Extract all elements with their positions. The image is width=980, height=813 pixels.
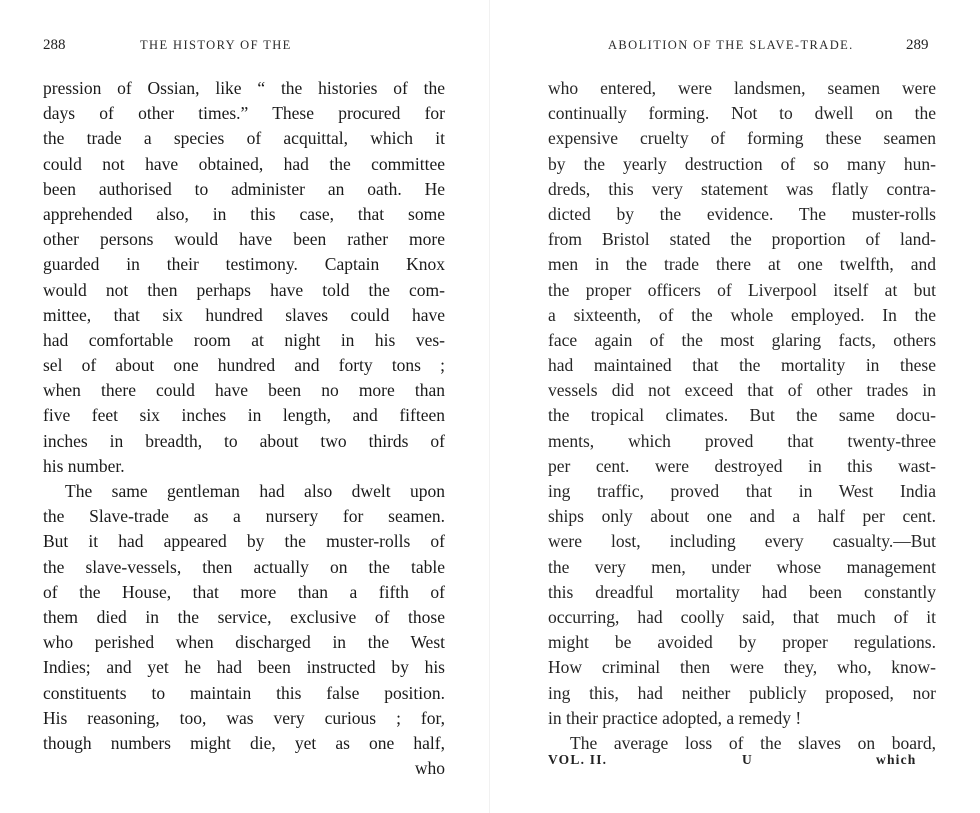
text-line: the very men, under whose management [548, 556, 936, 577]
text-line: occurring, had coolly said, that much of it [548, 606, 936, 627]
text-line: How criminal then were they, who, know- [548, 657, 936, 678]
text-line: constituents to maintain this false position. [43, 682, 445, 703]
text-line: ships only about one and a half per cent. [548, 506, 936, 527]
text-line: this dreadful mortality had been constantly [548, 581, 936, 602]
text-line: guarded in their testimony. Captain Knox [43, 254, 445, 275]
text-line: men in the trade there at one twelfth, and [548, 254, 936, 275]
paragraph-start-line: The average loss of the slaves on board, [570, 732, 936, 753]
right-page [490, 0, 980, 813]
paragraph-end-line: his number. [43, 455, 125, 476]
paragraph-start-line: The same gentleman had also dwelt upon [65, 481, 445, 501]
right-page-text [548, 76, 936, 756]
text-line: ments, which proved that twenty-three [548, 430, 936, 451]
text-line: a sixteenth, of the whole employed. In the [548, 304, 936, 325]
text-line: dicted by the evidence. The muster-rolls [548, 203, 936, 224]
text-line: might be avoided by proper regulations. [548, 632, 936, 653]
text-line: But it had appeared by the muster-rolls of [43, 531, 445, 552]
text-line: five feet six inches in length, and fifteen [43, 405, 445, 426]
text-line: the proper officers of Liverpool itself at but [548, 279, 936, 300]
left-page-text [43, 76, 445, 781]
text-line: had comfortable room at night in his ves- [43, 329, 445, 350]
right-page-number: 289 [906, 37, 929, 53]
text-line: the slave-vessels, then actually on the table [43, 556, 445, 577]
text-line: apprehended also, in this case, that some [43, 203, 445, 224]
text-line: could not have obtained, had the committee [43, 153, 445, 174]
text-line: days of other times.” These procured for [43, 103, 445, 124]
right-catchword: which [876, 752, 917, 767]
text-line: sel of about one hundred and forty tons ; [43, 355, 445, 376]
text-line: dreds, this very statement was flatly contra- [548, 178, 936, 199]
text-line: inches in breadth, to about two thirds of [43, 430, 445, 451]
text-line: the tropical climates. But the same docu- [548, 405, 936, 426]
text-line: them died in the service, exclusive of those [43, 606, 445, 627]
text-line: were lost, including every casualty.—But [548, 531, 936, 552]
text-line: been authorised to administer an oath. He [43, 178, 445, 199]
text-line: though numbers might die, yet as one half, [43, 732, 445, 753]
text-line: would not then perhaps have told the com- [43, 279, 445, 300]
text-line: from Bristol stated the proportion of land- [548, 229, 936, 250]
right-running-head: ABOLITION OF THE SLAVE-TRADE. [608, 38, 854, 52]
signature-mark: U [742, 752, 753, 767]
text-line: ing this, had neither publicly proposed, nor [548, 682, 936, 703]
text-line: ing traffic, proved that in West India [548, 481, 936, 501]
page-footer [548, 752, 928, 774]
text-line: the trade a species of acquittal, which it [43, 128, 445, 149]
left-page-number: 288 [43, 37, 66, 53]
text-line: per cent. were destroyed in this wast- [548, 455, 936, 476]
text-line: mittee, that six hundred slaves could have [43, 304, 445, 325]
left-catchword: who [414, 758, 445, 779]
text-line: Indies; and yet he had been instructed by his [43, 657, 445, 678]
text-line: had maintained that the mortality in these [548, 355, 936, 376]
text-line: when there could have been no more than [43, 380, 445, 401]
left-running-head: THE HISTORY OF THE [140, 38, 292, 52]
text-line: other persons would have been rather more [43, 229, 445, 250]
paragraph-end-line: in their practice adopted, a remedy ! [548, 707, 802, 728]
text-line: who perished when discharged in the West [43, 632, 445, 653]
text-line: the Slave-trade as a nursery for seamen. [43, 506, 445, 527]
text-line: His reasoning, too, was very curious ; for, [43, 707, 445, 728]
text-line: expensive cruelty of forming these seamen [548, 128, 936, 149]
text-line: by the yearly destruction of so many hun- [548, 153, 936, 174]
text-line: of the House, that more than a fifth of [43, 581, 445, 602]
text-line: pression of Ossian, like “ the histories of the [43, 78, 445, 98]
text-line: vessels did not exceed that of other trades in [548, 380, 936, 401]
text-line: who entered, were landsmen, seamen were [548, 78, 936, 98]
text-line: continually forming. Not to dwell on the [548, 103, 936, 124]
text-line: face again of the most glaring facts, others [548, 329, 936, 350]
volume-signature: VOL. II. [548, 752, 608, 767]
